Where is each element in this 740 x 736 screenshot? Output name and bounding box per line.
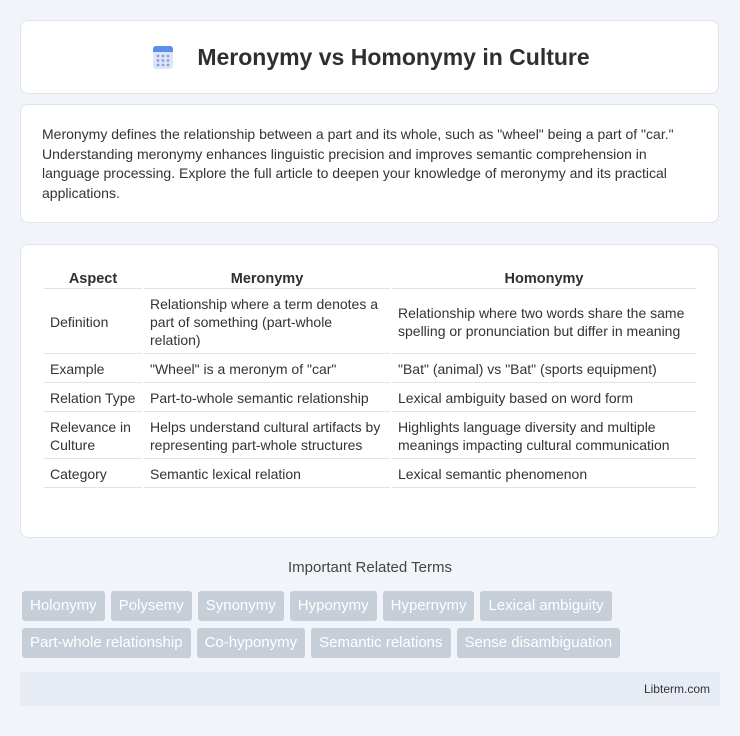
table-cell-aspect: Relation Type bbox=[44, 385, 142, 412]
tag-holonymy[interactable]: Holonymy bbox=[22, 591, 105, 621]
tag-semantic-relations[interactable]: Semantic relations bbox=[311, 628, 450, 658]
table-cell-meronymy: "Wheel" is a meronym of "car" bbox=[144, 356, 390, 383]
table-cell-meronymy: Semantic lexical relation bbox=[144, 461, 390, 488]
table-row bbox=[44, 414, 696, 459]
tag-co-hyponymy[interactable]: Co-hyponymy bbox=[197, 628, 306, 658]
related-terms-title: Important Related Terms bbox=[288, 559, 452, 576]
table-header-row bbox=[44, 267, 696, 289]
table-cell-aspect: Category bbox=[44, 461, 142, 488]
table-cell-homonymy: Relationship where two words share the same spelling or pronunciation but differ in meaning bbox=[392, 291, 696, 354]
comparison-table bbox=[42, 265, 698, 490]
header-card bbox=[20, 20, 719, 94]
table-cell-meronymy: Helps understand cultural artifacts by representing part-whole structures bbox=[144, 414, 390, 459]
page-title: Meronymy vs Homonymy in Culture bbox=[197, 43, 590, 70]
table-cell-homonymy: Highlights language diversity and multiple meanings impacting cultural communication bbox=[392, 414, 696, 459]
column-header-meronymy: Meronymy bbox=[144, 267, 390, 289]
comparison-table-card bbox=[20, 244, 719, 538]
table-cell-homonymy: Lexical semantic phenomenon bbox=[392, 461, 696, 488]
table-row bbox=[44, 356, 696, 383]
tag-polysemy[interactable]: Polysemy bbox=[111, 591, 192, 621]
tag-synonymy[interactable]: Synonymy bbox=[198, 591, 284, 621]
document-icon bbox=[149, 43, 177, 71]
table-cell-meronymy: Part-to-whole semantic relationship bbox=[144, 385, 390, 412]
table-cell-aspect: Definition bbox=[44, 291, 142, 354]
related-terms-list bbox=[22, 591, 722, 658]
table-cell-homonymy: "Bat" (animal) vs "Bat" (sports equipment) bbox=[392, 356, 696, 383]
table-row bbox=[44, 385, 696, 412]
table-cell-homonymy: Lexical ambiguity based on word form bbox=[392, 385, 696, 412]
intro-text: Meronymy defines the relationship between a part and its whole, such as "wheel" being a part of "car." Understanding meronymy enhances linguistic precision and improves semantic comprehension in language processing. Explore the full article to deepen your knowledge of meronymy and its practical applications. bbox=[42, 126, 674, 201]
tag-sense-disambiguation[interactable]: Sense disambiguation bbox=[457, 628, 621, 658]
table-row bbox=[44, 461, 696, 488]
tag-hyponymy[interactable]: Hyponymy bbox=[290, 591, 377, 621]
table-cell-aspect: Example bbox=[44, 356, 142, 383]
footer-site-link[interactable]: Libterm.com bbox=[643, 682, 710, 696]
column-header-homonymy: Homonymy bbox=[392, 267, 696, 289]
table-cell-meronymy: Relationship where a term denotes a part of something (part-whole relation) bbox=[144, 291, 390, 354]
table-row bbox=[44, 291, 696, 354]
tag-lexical-ambiguity[interactable]: Lexical ambiguity bbox=[480, 591, 611, 621]
column-header-aspect: Aspect bbox=[44, 267, 142, 289]
tag-part-whole-relationship[interactable]: Part-whole relationship bbox=[22, 628, 191, 658]
footer bbox=[20, 672, 720, 706]
tag-hypernymy[interactable]: Hypernymy bbox=[383, 591, 475, 621]
intro-card bbox=[20, 104, 719, 223]
table-cell-aspect: Relevance in Culture bbox=[44, 414, 142, 459]
